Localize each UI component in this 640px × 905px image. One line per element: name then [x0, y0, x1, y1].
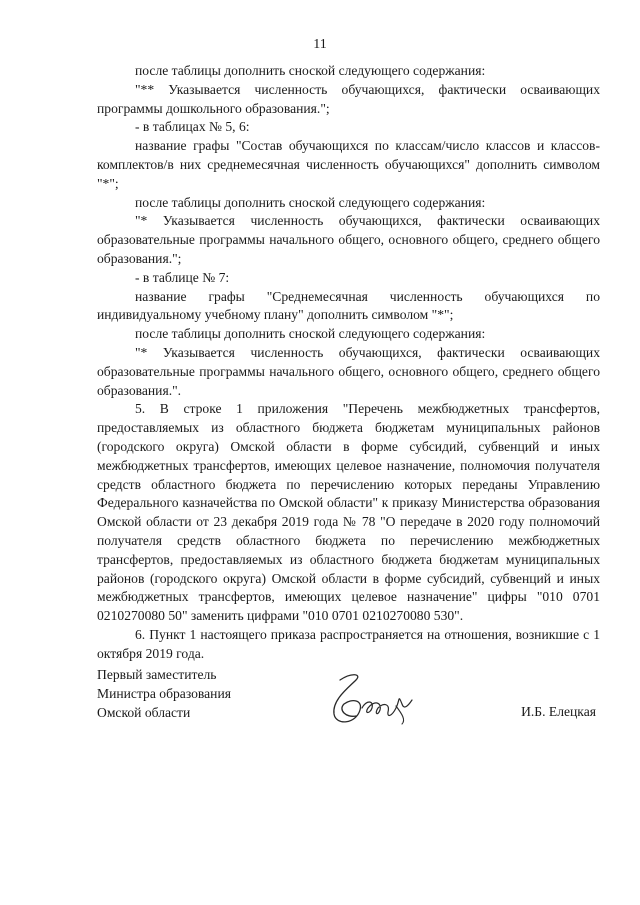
- paragraph: - в таблице № 7:: [135, 269, 230, 285]
- paragraph: после таблицы дополнить сноской следующего содержания:: [135, 194, 486, 210]
- paragraph: "* Указывается численность обучающихся, фактически осваивающих образовательные программы начального общего, основного общего, среднего общего образования.";: [97, 213, 600, 266]
- signatory-title: [97, 666, 317, 722]
- page-number: 11: [313, 37, 327, 52]
- paragraph: "* Указывается численность обучающихся, фактически осваивающих образовательные программы начального общего, основного общего, среднего общего образования.".: [97, 344, 600, 398]
- paragraph: название графы "Состав обучающихся по классам/число классов и классов-комплектов/в них среднемесячная численность обучающихся" дополнить символом "*";: [97, 138, 600, 191]
- paragraph: - в таблицах № 5, 6:: [135, 119, 250, 135]
- signatory-name: И.Б. Елецкая: [521, 704, 596, 719]
- signatory-title-line: Министра образования: [97, 685, 231, 701]
- paragraph: после таблицы дополнить сноской следующего содержания:: [135, 63, 486, 78]
- paragraph: название графы "Среднемесячная численность обучающихся по индивидуальному учебному плану" дополнить символом "*";: [97, 288, 600, 323]
- signatory-title-line: Первый заместитель: [97, 667, 217, 682]
- paragraph: 5. В строке 1 приложения "Перечень межбюджетных трансфертов, предоставляемых из областного бюджета бюджетам муниципальных районов (городского округа) Омской области в форме субсидий, субвенций и иных межбюджетных трансфертов, имеющих целевое назначение, полномочия получателя средств областного бюджета по перечислению которых переданы Управлению Федерального казначейства по Омской области" к приказу Министерства образования Омской области от 23 декабря 2019 года № 78 "О передаче в 2020 году полномочий получателя средств областного бюджета по перечислению межбюджетных трансфертов, предоставляемых из областного бюджета бюджетам муниципальных районов (городского округа) Омской области в форме субсидий, субвенций и иных межбюджетных трансфертов, имеющих целевое назначение" цифры "010 0701 0210270080 50" заменить цифрами "010 0701 0210270080 530".: [97, 401, 600, 624]
- paragraph: 6. Пункт 1 настоящего приказа распространяется на отношения, возникшие с 1 октября 2019 года.: [97, 626, 600, 661]
- paragraph: после таблицы дополнить сноской следующего содержания:: [135, 326, 486, 342]
- signatory-title-line: Омской области: [97, 704, 191, 720]
- document-body: [97, 62, 600, 664]
- handwritten-signature: [322, 670, 432, 730]
- paragraph: "** Указывается численность обучающихся, фактически осваивающих программы дошкольного образования.";: [97, 81, 600, 116]
